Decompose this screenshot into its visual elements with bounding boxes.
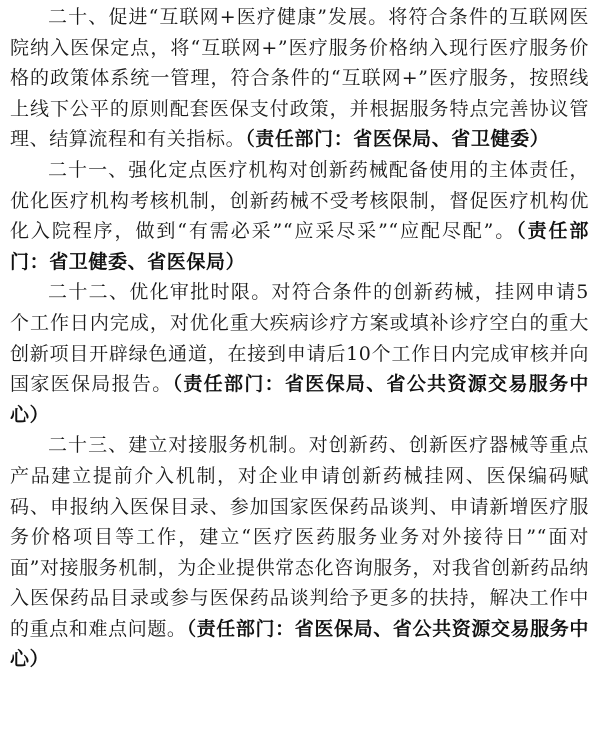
responsible-departments: （责任部门：省医保局、省卫健委） bbox=[245, 128, 550, 151]
policy-item-23 bbox=[10, 430, 589, 675]
item-body-text: 二十、促进“互联网+医疗健康”发展。将符合条件的互联网医院纳入医保定点，将“互联网+”医疗服务价格纳入现行医疗服务价格的政策体系统一管理，符合条件的“互联网+”医疗服务，按照线上线下公平的原则配套医保支付政策，并根据服务特点完善协议管理、结算流程和有关指标。 bbox=[10, 6, 589, 151]
policy-item-20 bbox=[10, 2, 589, 155]
policy-item-22 bbox=[10, 277, 589, 430]
responsible-departments: （责任部门：省医保局、省公共资源交易服务中心） bbox=[10, 373, 589, 426]
item-body-text: 二十三、建立对接服务机制。对创新药、创新医疗器械等重点产品建立提前介入机制，对企业申请创新药械挂网、医保编码赋码、申报纳入医保目录、参加国家医保药品谈判、申请新增医疗服务价格项目等工作，建立“医疗医药服务业务对外接待日”“面对面”对接服务机制，为企业提供常态化咨询服务，对我省创新药品纳入医保药品目录或参与医保药品谈判给予更多的扶持，解决工作中的重点和难点问题。 bbox=[10, 434, 589, 640]
responsible-departments: （责任部门：省卫健委、省医保局） bbox=[10, 220, 589, 273]
item-body-text: 二十二、优化审批时限。对符合条件的创新药械，挂网申请5个工作日内完成，对优化重大疾病诊疗方案或填补诊疗空白的重大创新项目开辟绿色通道，在接到申请后10个工作日内完成审核并向国家医保局报告。 bbox=[10, 281, 589, 396]
policy-item-21 bbox=[10, 155, 589, 277]
item-body-text: 二十一、强化定点医疗机构对创新药械配备使用的主体责任，优化医疗机构考核机制，创新药械不受考核限制，督促医疗机构优化入院程序，做到“有需必采”“应采尽采”“应配尽配”。 bbox=[10, 158, 589, 243]
responsible-departments: （责任部门：省医保局、省公共资源交易服务中心） bbox=[10, 617, 589, 671]
